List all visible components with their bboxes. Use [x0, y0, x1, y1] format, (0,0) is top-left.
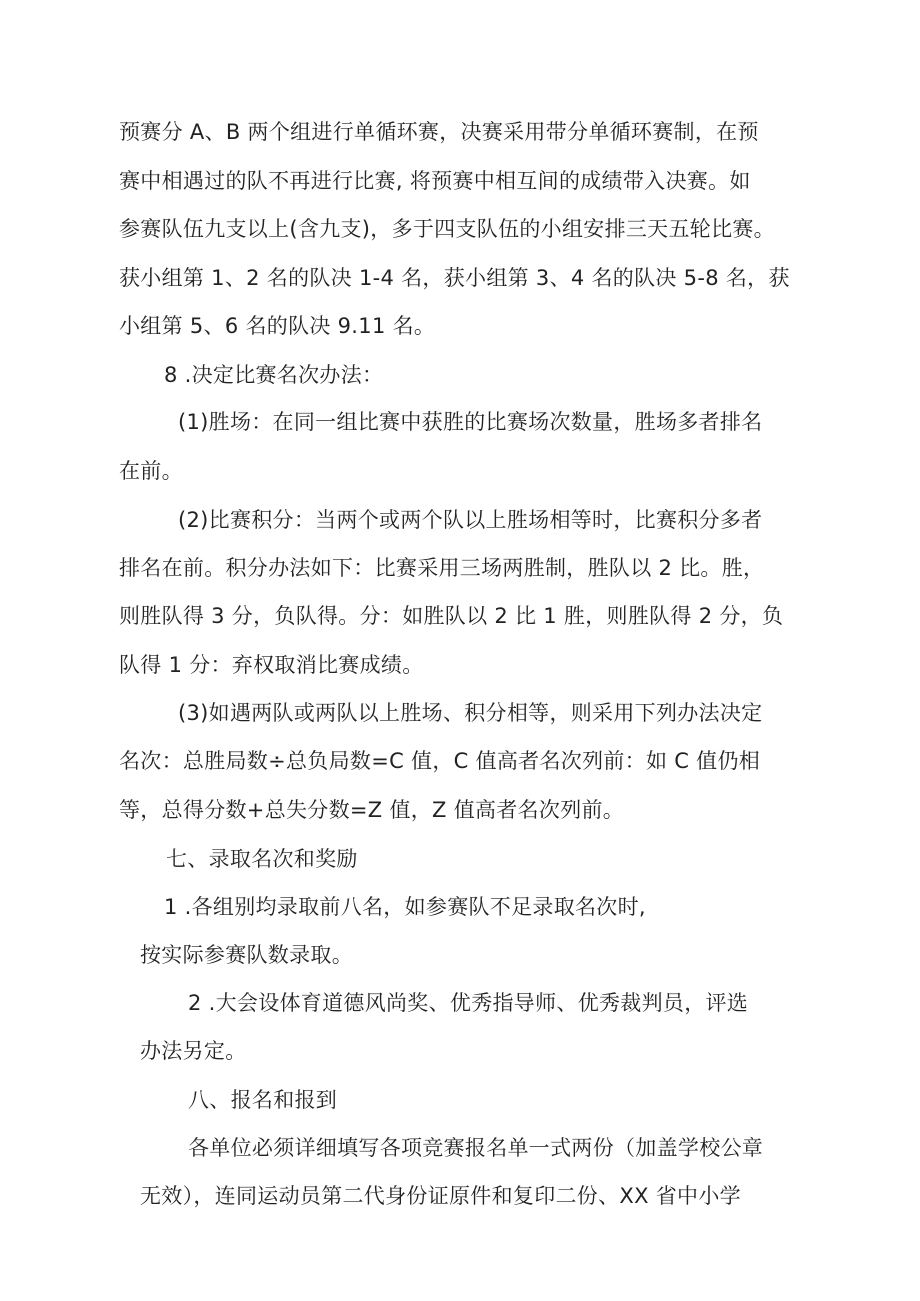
paragraph-line: 在前。	[119, 459, 183, 483]
paragraph-line: 各单位必须详细填写各项竞赛报名单一式两份（加盖学校公章	[188, 1136, 764, 1160]
paragraph-line: 名次：总胜局数÷总负局数=C 值，C 值高者名次列前：如 C 值仍相	[119, 749, 761, 773]
paragraph-line: 排名在前。积分办法如下：比赛采用三场两胜制，胜队以 2 比。胜，	[119, 556, 765, 580]
paragraph-line: 办法另定。	[140, 1039, 247, 1063]
section-heading: 8 .决定比赛名次办法：	[164, 363, 384, 387]
paragraph-line: 小组第 5、6 名的队决 9.11 名。	[119, 314, 436, 338]
paragraph-line: (1)胜场：在同一组比赛中获胜的比赛场次数量，胜场多者排名	[178, 410, 763, 434]
section-heading: 七、录取名次和奖励	[166, 847, 358, 871]
paragraph-line: (2)比赛积分：当两个或两个队以上胜场相等时，比赛积分多者	[178, 508, 763, 532]
paragraph-line: 按实际参赛队数录取。	[140, 943, 353, 967]
paragraph-line: 等，总得分数+总失分数=Z 值，Z 值高者名次列前。	[119, 798, 625, 822]
section-heading: 八、报名和报到	[188, 1088, 338, 1112]
paragraph-line: 则胜队得 3 分，负队得。分：如胜队以 2 比 1 胜，则胜队得 2 分，负	[119, 604, 784, 628]
paragraph-line: 2 .大会设体育道德风尚奖、优秀指导师、优秀裁判员，评选	[188, 991, 749, 1015]
paragraph-line: 预赛分 A、B 两个组进行单循环赛，决赛采用带分单循环赛制，在预	[119, 120, 759, 144]
paragraph-line: (3)如遇两队或两队以上胜场、积分相等，则采用下列办法决定	[178, 701, 763, 725]
paragraph-line: 1 .各组别均录取前八名，如参赛队不足录取名次时,	[164, 895, 646, 919]
paragraph-line: 队得 1 分：弃权取消比赛成绩。	[119, 653, 424, 677]
paragraph-line: 无效），连同运动员第二代身份证原件和复印二份、XX 省中小学	[140, 1184, 741, 1208]
paragraph-line: 参赛队伍九支以上(含九支)，多于四支队伍的小组安排三天五轮比赛。	[119, 217, 775, 241]
paragraph-line: 赛中相遇过的队不再进行比赛, 将预赛中相互间的成绩带入决赛。如	[119, 169, 751, 193]
paragraph-line: 获小组第 1、2 名的队决 1-4 名，获小组第 3、4 名的队决 5-8 名，获	[119, 266, 790, 290]
